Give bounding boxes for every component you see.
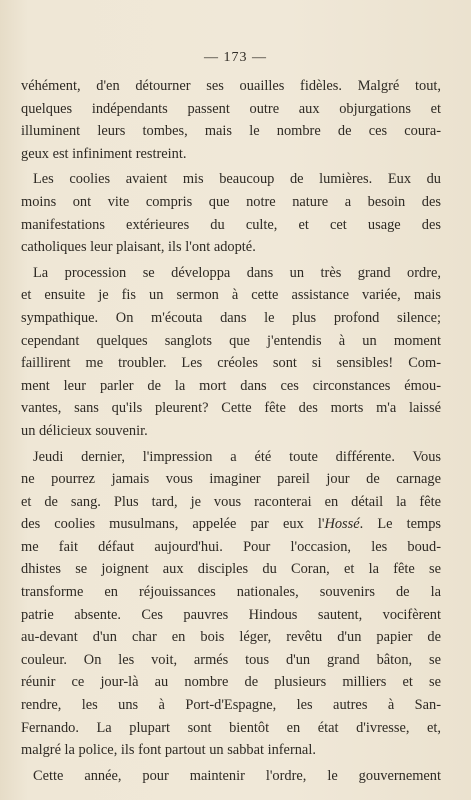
text-line-content: geux est infiniment restreint. bbox=[21, 145, 187, 162]
text-line bbox=[21, 75, 441, 98]
text-line-content: au-devant d'un char en bois léger, revêtu d'un papier de bbox=[21, 629, 441, 646]
text-line bbox=[21, 468, 441, 491]
text-line-content: catholiques leur plaisant, ils l'ont adopté. bbox=[21, 239, 256, 256]
text-line bbox=[21, 446, 441, 469]
text-line bbox=[21, 236, 441, 259]
text-line-continuation: . Le temps bbox=[359, 516, 441, 533]
text-line-content: couleur. On les voit, armés tous d'un grand bâton, se bbox=[21, 651, 441, 668]
text-line-content: cependant quelques sanglots que j'entendis à un moment bbox=[21, 332, 441, 349]
text-line bbox=[21, 491, 441, 514]
text-line-content: ment leur parler de la mort dans ces circonstances émou- bbox=[21, 377, 441, 394]
text-line-content: moins ont vite compris que notre nature a besoin des bbox=[21, 193, 441, 210]
text-line-content: malgré la police, ils font partout un sabbat infernal. bbox=[21, 742, 316, 759]
text-line-content: illuminent leurs tombes, mais le nombre de ces coura- bbox=[21, 123, 441, 140]
text-line-content: ne pourrez jamais vous imaginer pareil jour de carnage bbox=[21, 471, 441, 488]
text-line-content: La procession se développa dans un très grand ordre, bbox=[33, 264, 441, 281]
text-line-content: manifestations extérieures du culte, et cet usage des bbox=[21, 216, 441, 233]
text-line bbox=[21, 375, 441, 398]
text-line-content: un délicieux souvenir. bbox=[21, 422, 148, 439]
text-line bbox=[21, 120, 441, 143]
text-line-content: patrie absente. Ces pauvres Hindous sautent, vocifèrent bbox=[21, 606, 441, 623]
text-line bbox=[21, 284, 441, 307]
text-line bbox=[21, 739, 441, 762]
text-line-content: vantes, sans qu'ils pleurent? Cette fête des morts m'a laissé bbox=[21, 400, 441, 417]
text-line bbox=[21, 513, 441, 536]
text-line-content: faillirent me troubler. Les créoles sont si sensibles! Com- bbox=[21, 355, 441, 372]
text-line-content: Fernando. La plupart sont bientôt en état d'ivresse, et, bbox=[21, 719, 441, 736]
text-line-content: rendre, les uns à Port-d'Espagne, les autres à San- bbox=[21, 697, 441, 714]
text-line bbox=[21, 765, 441, 788]
text-line-content: Jeudi dernier, l'impression a été toute différente. Vous bbox=[33, 448, 441, 465]
text-line bbox=[21, 397, 441, 420]
text-line bbox=[21, 352, 441, 375]
text-line bbox=[21, 694, 441, 717]
text-line bbox=[21, 536, 441, 559]
text-line bbox=[21, 626, 441, 649]
text-line bbox=[21, 262, 441, 285]
text-line bbox=[21, 143, 441, 166]
text-line bbox=[21, 558, 441, 581]
text-line bbox=[21, 168, 441, 191]
text-line-content: transforme en réjouissances nationales, souvenirs de la bbox=[21, 584, 441, 601]
page-number: — 173 — bbox=[204, 50, 267, 65]
text-line bbox=[21, 649, 441, 672]
text-line bbox=[21, 307, 441, 330]
text-line bbox=[21, 604, 441, 627]
text-line bbox=[21, 420, 441, 443]
text-line-content: et ensuite je fis un sermon à cette assistance variée, mais bbox=[21, 287, 441, 304]
text-line-content: des coolies musulmans, appelée par eux l' bbox=[21, 516, 325, 533]
text-line bbox=[21, 330, 441, 353]
text-line bbox=[21, 717, 441, 740]
text-line bbox=[21, 214, 441, 237]
text-line-content: et de sang. Plus tard, je vous raconterai en détail la fête bbox=[21, 493, 441, 510]
italic-term: Hossé bbox=[324, 516, 360, 533]
text-line-content: quelques indépendants passent outre aux objurgations et bbox=[21, 100, 441, 117]
text-line bbox=[21, 191, 441, 214]
text-line bbox=[21, 581, 441, 604]
text-line-content: dhistes se joignent aux disciples du Coran, et la fête se bbox=[21, 561, 441, 578]
text-line bbox=[21, 671, 441, 694]
text-line-content: me fait défaut aujourd'hui. Pour l'occasion, les boud- bbox=[21, 538, 441, 555]
text-line bbox=[21, 98, 441, 121]
text-line-content: réunir ce jour-là au nombre de plusieurs milliers et se bbox=[21, 674, 441, 691]
text-line-content: sympathique. On m'écouta dans le plus profond silence; bbox=[21, 309, 441, 326]
body-text bbox=[21, 75, 441, 787]
text-line-content: Les coolies avaient mis beaucoup de lumières. Eux du bbox=[33, 171, 441, 188]
text-line-content: véhément, d'en détourner ses ouailles fidèles. Malgré tout, bbox=[21, 78, 441, 94]
text-line-content: Cette année, pour maintenir l'ordre, le gouvernement bbox=[33, 767, 441, 784]
